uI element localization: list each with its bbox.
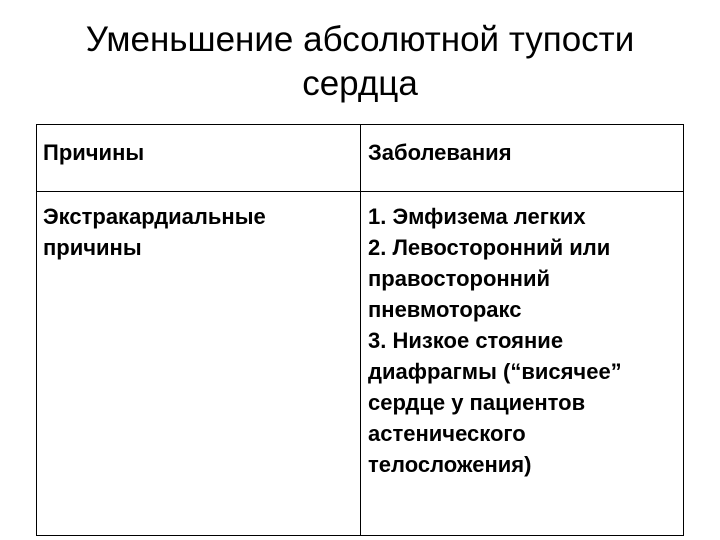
slide-title-line-2: сердца: [302, 64, 418, 103]
table-column-divider: [360, 125, 361, 535]
slide-title: [0, 18, 720, 106]
disease-item: 3. Низкое стояние диафрагмы (“висячее” сердце у пациентов астенического телосложения): [368, 328, 622, 477]
cell-cause: Экстракардиальные причины: [43, 204, 266, 260]
causes-diseases-table: [36, 124, 684, 536]
disease-item: 1. Эмфизема легких: [368, 204, 586, 229]
cell-diseases-list: [368, 201, 680, 480]
disease-item: 2. Левосторонний или правосторонний пневмоторакс: [368, 235, 611, 322]
header-diseases: Заболевания: [368, 140, 512, 165]
slide-title-line-1: Уменьшение абсолютной тупости: [85, 20, 635, 59]
header-causes: Причины: [43, 140, 145, 165]
